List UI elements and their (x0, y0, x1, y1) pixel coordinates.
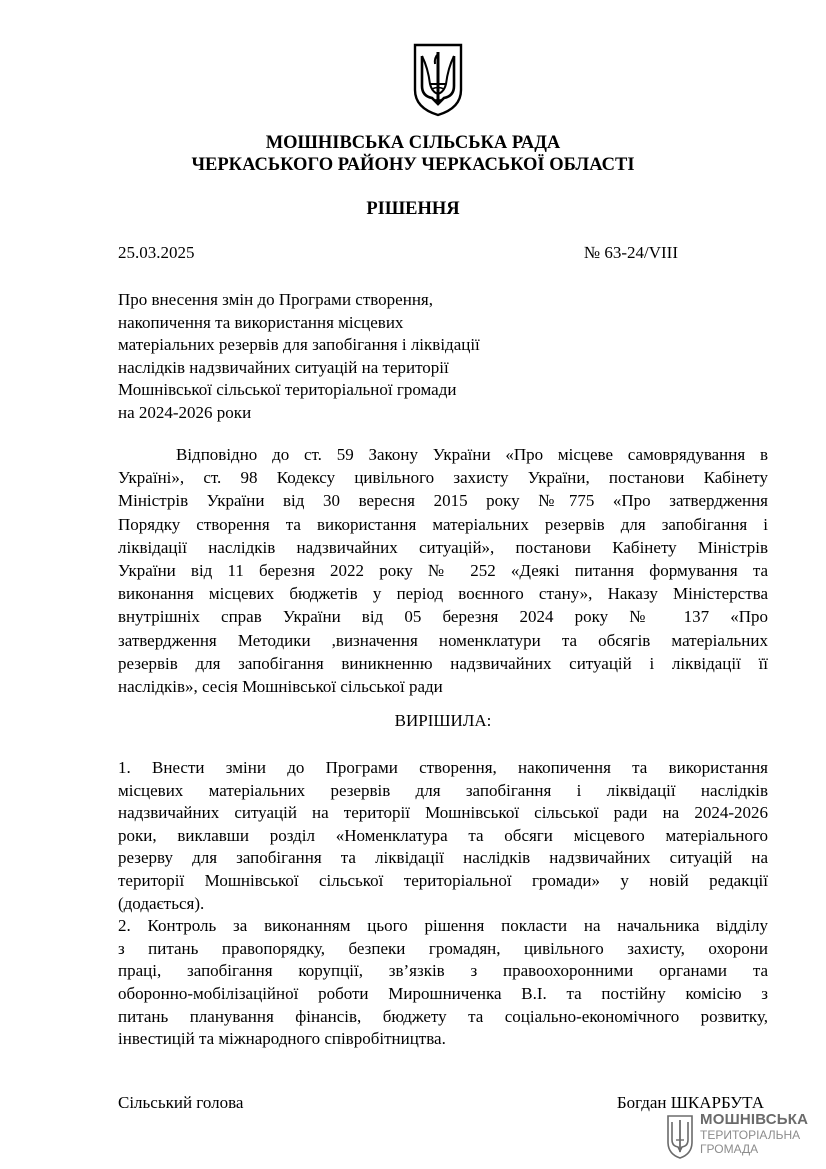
logo-text-line2: ТЕРИТОРІАЛЬНА (700, 1128, 801, 1142)
item-line: території Мошнівської сільської територіальної громади» у новій редакції (118, 870, 768, 890)
trident-logo-icon (666, 1114, 694, 1160)
item-line: оборонно-мобілізаційної роботи Мирошниченка В.І. та постійну комісію з (118, 983, 768, 1003)
preamble-line: Відповідно до ст. 59 Закону України «Про місцеве самоврядування в (176, 445, 768, 464)
item-line: резерву для запобігання та ліквідації наслідків надзвичайних ситуацій на (118, 848, 768, 868)
item-line: надзвичайних ситуацій на території Мошнівської сільської ради на 2024-2026 (118, 803, 768, 823)
item-line: 2. Контроль за виконанням цього рішення покласти на начальника відділу (118, 916, 768, 936)
item-line: праці, запобігання корупції, зв’язків з правоохоронними органами та (118, 961, 768, 981)
item-line: інвестицій та міжнародного співробітництва. (118, 1029, 446, 1049)
preamble-line: Міністрів України від 30 вересня 2015 року №775 «Про затвердження (118, 491, 768, 511)
subject-line: Про внесення змін до Програми створення, (118, 290, 433, 309)
decision-date: 25.03.2025 (118, 243, 195, 262)
item-line: з питань правопорядку, безпеки громадян, цивільного захисту, охорони (118, 938, 768, 958)
item-line: (додається). (118, 893, 205, 913)
organization-name: МОШНІВСЬКА СІЛЬСЬКА РАДА (265, 133, 561, 153)
decision-items (118, 757, 768, 1051)
preamble-line: України від 11 березня 2022 року № 252 «Деякі питання формування та (118, 561, 768, 581)
item-line: питань планування фінансів, бюджету та соціально-економічного розвитку, (118, 1006, 768, 1026)
item-line: роки, виклавши розділ «Номенклатура та обсяги місцевого матеріального (118, 825, 768, 845)
coat-of-arms-icon (412, 42, 464, 118)
logo-text-line1: МОШНІВСЬКА (700, 1111, 809, 1128)
organization-region: ЧЕРКАСЬКОГО РАЙОНУ ЧЕРКАСЬКОЇ ОБЛАСТІ (191, 155, 635, 175)
preamble-paragraph (118, 443, 768, 698)
subject-line: матеріальних резервів для запобігання і ліквідації (118, 335, 480, 355)
preamble-line: Порядку створення та використання матеріальних резервів для запобігання і (118, 514, 768, 534)
signature-title: Сільський голова (118, 1093, 244, 1112)
resolved-heading: ВИРІШИЛА: (394, 711, 492, 730)
preamble-line: затвердження Методики ,визначення номенклатури та обсягів матеріальних (118, 630, 768, 650)
item-line: 1. Внести зміни до Програми створення, накопичення та використання (118, 758, 768, 777)
subject-line: наслідків надзвичайних ситуацій на території (118, 357, 449, 377)
decision-number: № 63-24/VIII (583, 243, 678, 262)
item-line: місцевих матеріальних резервів для запобігання і ліквідації наслідків (118, 780, 768, 800)
preamble-line: резервів для запобігання виникненню надзвичайних ситуацій і ліквідації її (118, 653, 768, 673)
subject-line: Мошнівської сільської територіальної громади (118, 380, 457, 400)
decision-subject (118, 289, 578, 425)
preamble-line: виконання місцевих бюджетів у період воєнного стану», Наказу Міністерства (118, 584, 768, 604)
community-logo (666, 1112, 816, 1164)
preamble-line: наслідків», сесія Мошнівської сільської ради (118, 677, 443, 697)
subject-line: на 2024-2026 роки (118, 402, 252, 422)
subject-line: накопичення та використання місцевих (118, 312, 404, 332)
preamble-line: Україні», ст. 98 Кодексу цивільного захисту України, постанови Кабінету (118, 468, 768, 488)
logo-text-line3: ГРОМАДА (700, 1142, 759, 1156)
preamble-line: ліквідації наслідків надзвичайних ситуацій», постанови Кабінету Міністрів (118, 537, 768, 557)
signature-name: Богдан ШКАРБУТА (616, 1093, 764, 1112)
document-type-title: РІШЕННЯ (366, 199, 460, 219)
preamble-line: внутрішніх справ України від 05 березня 2024 року № 137 «Про (118, 607, 768, 627)
